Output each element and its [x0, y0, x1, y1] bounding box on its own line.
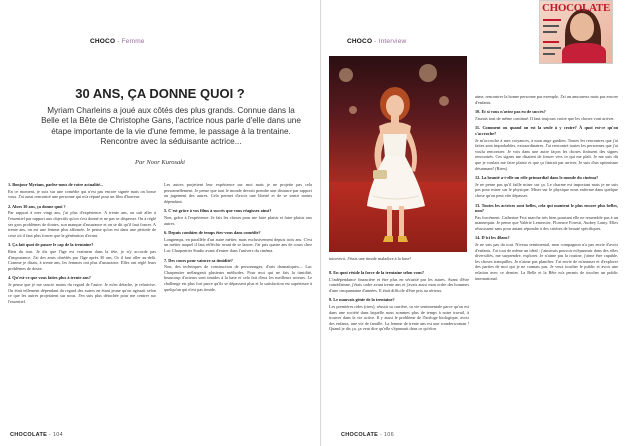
red-carpet-photo	[329, 56, 467, 252]
question: 5. C'est grâce à vos films à succès que vous réagissez ainsi?	[164, 208, 272, 214]
header-magazine-name: CHOCO	[90, 38, 116, 45]
question: 9. Le mauvais génie de la trentaine?	[329, 297, 395, 303]
answer: Je ne pense pas qu'il faille miser sur ça. Le charme est important mais je ne suis pas pour miser sur le physique. Miser sur le physique nous enferme dans quelque chose qu'on peut vite dépasser.	[475, 181, 618, 198]
footer-page-number: - 106	[379, 432, 394, 438]
question: 13. Toutes les actrices sont belles, cela qui montent le plus encore plus belles, non?	[475, 202, 618, 214]
footer-page-number: - 104	[48, 432, 63, 438]
header-section: - Interview	[374, 38, 407, 45]
answer: Je pense que je me soucie moins du regard de l'autre. Je m'en détache, je relativise. On était tellement dépendant du regard des autres en étant jeune qu'on agissait selon ce que les autres projetaient sur nous. J'en suis plus détachée pour me centrer sur l'essentiel.	[8, 281, 156, 304]
right-page-footer	[341, 432, 394, 438]
answer: Les premières rides (rires), réussir sa carrière, sa vie sentimentale parce qu'on est dans une société dans laquelle nous sommes plus de temps à notre travail, à trouver dans la vie active. Il y aussi le problème de l'horloge biologique, avoir des enfants, une vie de famille. La femme de trente ans est une wonderwoman ! Quand je dis ça, ça veut dire qu'elle s'épanouit dans ce qu'elon	[329, 303, 469, 332]
question: 12. La beauté a-t-elle un rôle primordial dans le monde du cinéma?	[475, 175, 599, 181]
left-page-footer	[10, 432, 63, 438]
answer: Pas forcément. Catherine Frot marche très bien pourtant elle ne ressemble pas à un mannequin. Je pense que Valérie Lemercier, Florence Foresti, Audrey Lamy. Elles réussissent sans pour autant répondre à des critères de beauté spécifiques.	[475, 214, 618, 231]
right-page-header	[347, 38, 406, 45]
question: 1. Bonjour Myriam, parlez-nous de votre actualité...	[8, 182, 104, 187]
answer: Par rapport à mes vingt ans, j'ai plus d'expérience. A trente ans, on sait aller à l'essentiel par rapport aux objectifs qu'on s'est donné et ne pas se disperser. On a réglé ses gros problèmes de doutes, son manque d'assurance et on se dit qu'il faut foncer. A trente ans, on est une femme plus affirmée. Je pense qu'on est dans une période de crise où il faut plus foncer que la génération d'avant.	[8, 210, 156, 238]
answer: Je m'accroche à mes croyances, à mon ange gardien. Toutes les rencontres que j'ai faites sont improbables, extraordinaires. J'ai rencontré toutes les personnes que j'ai voulu rencontrer. Je vois dans une autre façon les choses finissent des signes rencontrés. Ces signes me disaient de foncer vers ce qui me plaît. Je me suis dit que je voulais me faire plaisir et que ça finirait par arriver. Je suis d'un optimisme désarmant! (Rires)	[475, 137, 618, 171]
right-column-2	[475, 94, 618, 285]
left-column-2	[164, 182, 312, 296]
answer: Non, grâce à l'expérience. Je fais les choses pour me faire plaisir et faire plaisir aux autres.	[164, 214, 312, 226]
answer: Rien du tout. Je dis que l'âge est vraiment dans la tête, je n'y accorde pas d'importance. J'ai des amis obsédés par l'âge après 30 ans. Or il faut aller au-delà. Comme je disais, à trente ans, les femmes ont plus d'assurance. Elles ont réglé leurs problèmes de doute.	[8, 248, 156, 271]
magazine-cover-thumbnail	[539, 0, 613, 64]
header-magazine-name: CHOCO	[347, 38, 373, 45]
question: 3. Ça fait quoi de passer le cap de la trentaine?	[8, 242, 94, 248]
answer: Je ne sais pas du tout. Niveau sentimental, mon compagnon n'a pas envie d'avoir d'enfants. J'ai tout de même un idéal : j'aimerais pouvoir m'épanouir dans des rôles diversifiés, me surprendre, explorer. Je n'aime pas la routine, j'aime être capable, les choses tranquilles. Je n'aime pas planifier. J'ai envie de m'amuser et d'explorer des parties de moi qui je ne connais pas. Je veux toucher le public et avoir une relation avec ce dernier. La Belle et la Bête m'a permis de toucher un public international.	[475, 242, 618, 281]
question: 7. Des cours pour vaincre sa timidité?	[164, 257, 233, 263]
question: 14. D'ici les 40ans?	[475, 235, 510, 241]
answer: Les autres projettent leur expérience sur moi mais je ne projette pas cela personnellement. Je pense que tout le monde devrait prendre une distance par rapport au jugement des autres. Cela permet d'avoir une liberté et de se sentir moins dépendant.	[164, 182, 312, 204]
question: 2. Alors 30 ans, ça donne quoi ?	[8, 203, 66, 209]
photo-caption: introverti. J'étais une timide maladive à la base!	[329, 256, 411, 261]
question: 4. Qu'est-ce que vous faites plus à trente ans?	[8, 275, 91, 281]
answer: En ce moment, je suis sur une comédie qui n'est pas encore signée mais on bosse vous. J'ai aussi rencontré une personne qui m'a réputé pour un film d'horreur.	[8, 188, 156, 200]
right-page	[320, 0, 625, 446]
header-section: - Femme	[117, 38, 145, 45]
left-column-1	[8, 182, 156, 308]
cover-masthead: CHOCOLATE	[542, 2, 610, 14]
right-column-1	[329, 270, 469, 336]
answer: Longtemps, en parallèle d'un autre métier, mais exclusivement depuis trois ans. C'est un métier auquel il faut réfléchir avant de se lancer. J'ai pris quatre ans de cours chez Luc Charpentier Studio avant d'entrer dans l'univers du cinéma.	[164, 236, 312, 253]
answer: Non, des techniques de construction de personnages, d'arts dramatiques,... Luc Charpentier mélangeait plusieurs méthodes. Pour moi qui ne fais la timidité, beaucoup d'acteurs sont timides à la base et cela fait d'eux les meilleurs acteurs. Le challenge est plus fort parce qu'ils se dépassent plus et la satisfaction est supérieure à quelqu'un qui n'est pas timide.	[164, 264, 312, 292]
article-title: 30 ANS, ÇA DONNE QUOI ?	[75, 86, 245, 101]
answer: aime, rencontrer la bonne personne par exemple. J'ai un amoureux mais pas encore d'enfants.	[475, 94, 618, 105]
question: 6. Depuis combien de temps êtes-vous dans comédie?	[164, 230, 261, 236]
question: 8. En quoi réside la force de la trentaine selon vous?	[329, 270, 424, 275]
left-page-header	[90, 38, 145, 45]
footer-magazine-name: CHOCOLATE	[10, 432, 48, 438]
question: 11. Comment ou quand on est la seule à y croire? À quoi est-ce qu'on s'accroche?	[475, 125, 618, 136]
article-byline: Par Noor Kurosaki	[135, 159, 185, 166]
question: 10. Et si vous n'aviez pas eu de succès?	[475, 109, 546, 115]
footer-magazine-name: CHOCOLATE	[341, 432, 379, 438]
actress-figure-icon	[329, 56, 467, 252]
article-lede: Myriam Charleins a joué aux côtés des plus grands. Connue dans la Belle et la Bête de Christophe Gans, l'actrice nous parle d'elle dans une étape importante de la vie d'une femme, le passage à la trentaine. Rencontre avec la séduisante actrice...	[41, 106, 301, 147]
answer: J'aurais tout de même continué. Il faut toujours croire que les choses vont arriver.	[475, 115, 615, 121]
answer: L'indépendance financière et être plus en sécurité par les autres. Avant d'être comédienne, j'étais cadre avant trente ans et j'avais aussi mon ordre des hommes d'une cinquantaine d'années. Il était difficile d'être pris au sérieux.	[329, 276, 469, 293]
